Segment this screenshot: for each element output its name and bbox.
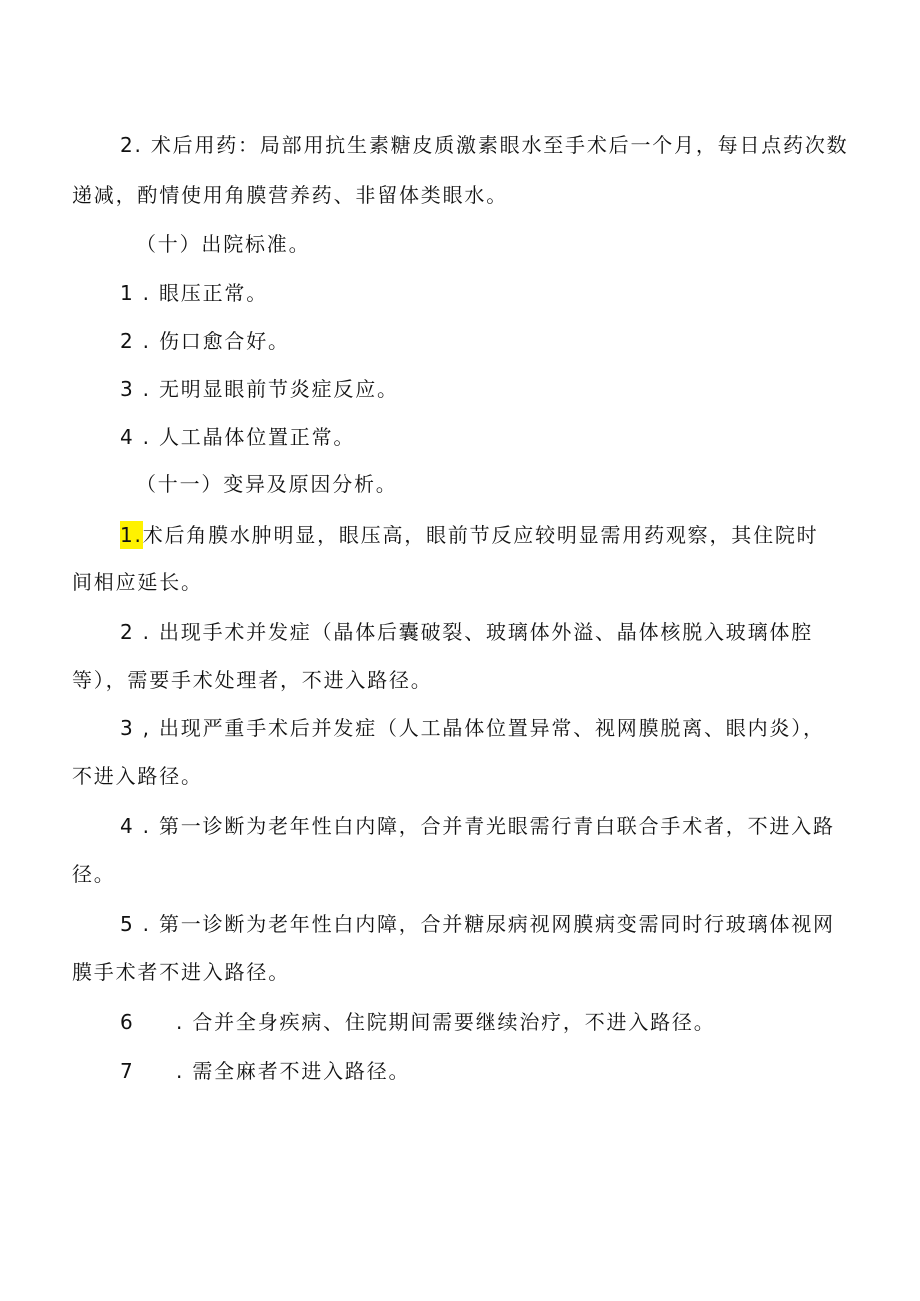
discharge-item-3: 3 . 无明显眼前节炎症反应。 bbox=[120, 377, 399, 401]
variation-item-3-line2: 不进入路径。 bbox=[72, 764, 203, 788]
variation-item-5-line2: 膜手术者不进入路径。 bbox=[72, 960, 290, 984]
variation-item-2-line2: 等），需要手术处理者，不进入路径。 bbox=[72, 668, 433, 692]
highlighted-number: 1. bbox=[120, 523, 143, 547]
variation-item-1-line2: 间相应延长。 bbox=[72, 570, 203, 594]
paragraph-postop-medication-line1: 2. 术后用药：局部用抗生素糖皮质激素眼水至手术后一个月，每日点药次数 bbox=[120, 133, 849, 157]
variation-item-1-text: 术后角膜水肿明显，眼压高，眼前节反应较明显需用药观察，其住院时 bbox=[142, 523, 819, 547]
variation-item-6-text: . 合并全身疾病、住院期间需要继续治疗，不进入路径。 bbox=[176, 1010, 716, 1034]
variation-item-6-number: 6 bbox=[120, 1010, 135, 1034]
discharge-item-2: 2 . 伤口愈合好。 bbox=[120, 329, 290, 353]
variation-item-7-number: 7 bbox=[120, 1059, 135, 1083]
section-heading-discharge-criteria: （十）出院标准。 bbox=[136, 232, 311, 256]
variation-item-2-line1: 2 . 出现手术并发症（晶体后囊破裂、玻璃体外溢、晶体核脱入玻璃体腔 bbox=[120, 620, 813, 644]
variation-item-7-text: . 需全麻者不进入路径。 bbox=[176, 1059, 411, 1083]
variation-item-4-line2: 径。 bbox=[72, 862, 116, 886]
variation-item-1-line1 bbox=[120, 521, 819, 549]
discharge-item-4: 4 . 人工晶体位置正常。 bbox=[120, 425, 356, 449]
paragraph-postop-medication-line2: 递减，酌情使用角膜营养药、非留体类眼水。 bbox=[72, 183, 508, 207]
discharge-item-1: 1 . 眼压正常。 bbox=[120, 281, 268, 305]
variation-item-4-line1: 4 . 第一诊断为老年性白内障，合并青光眼需行青白联合手术者，不进入路 bbox=[120, 814, 835, 838]
section-heading-variation-analysis: （十一）变异及原因分析。 bbox=[136, 472, 398, 496]
variation-item-3-line1: 3 , 出现严重手术后并发症（人工晶体位置异常、视网膜脱离、眼内炎）， bbox=[120, 716, 825, 740]
variation-item-5-line1: 5 . 第一诊断为老年性白内障，合并糖尿病视网膜病变需同时行玻璃体视网 bbox=[120, 912, 835, 936]
